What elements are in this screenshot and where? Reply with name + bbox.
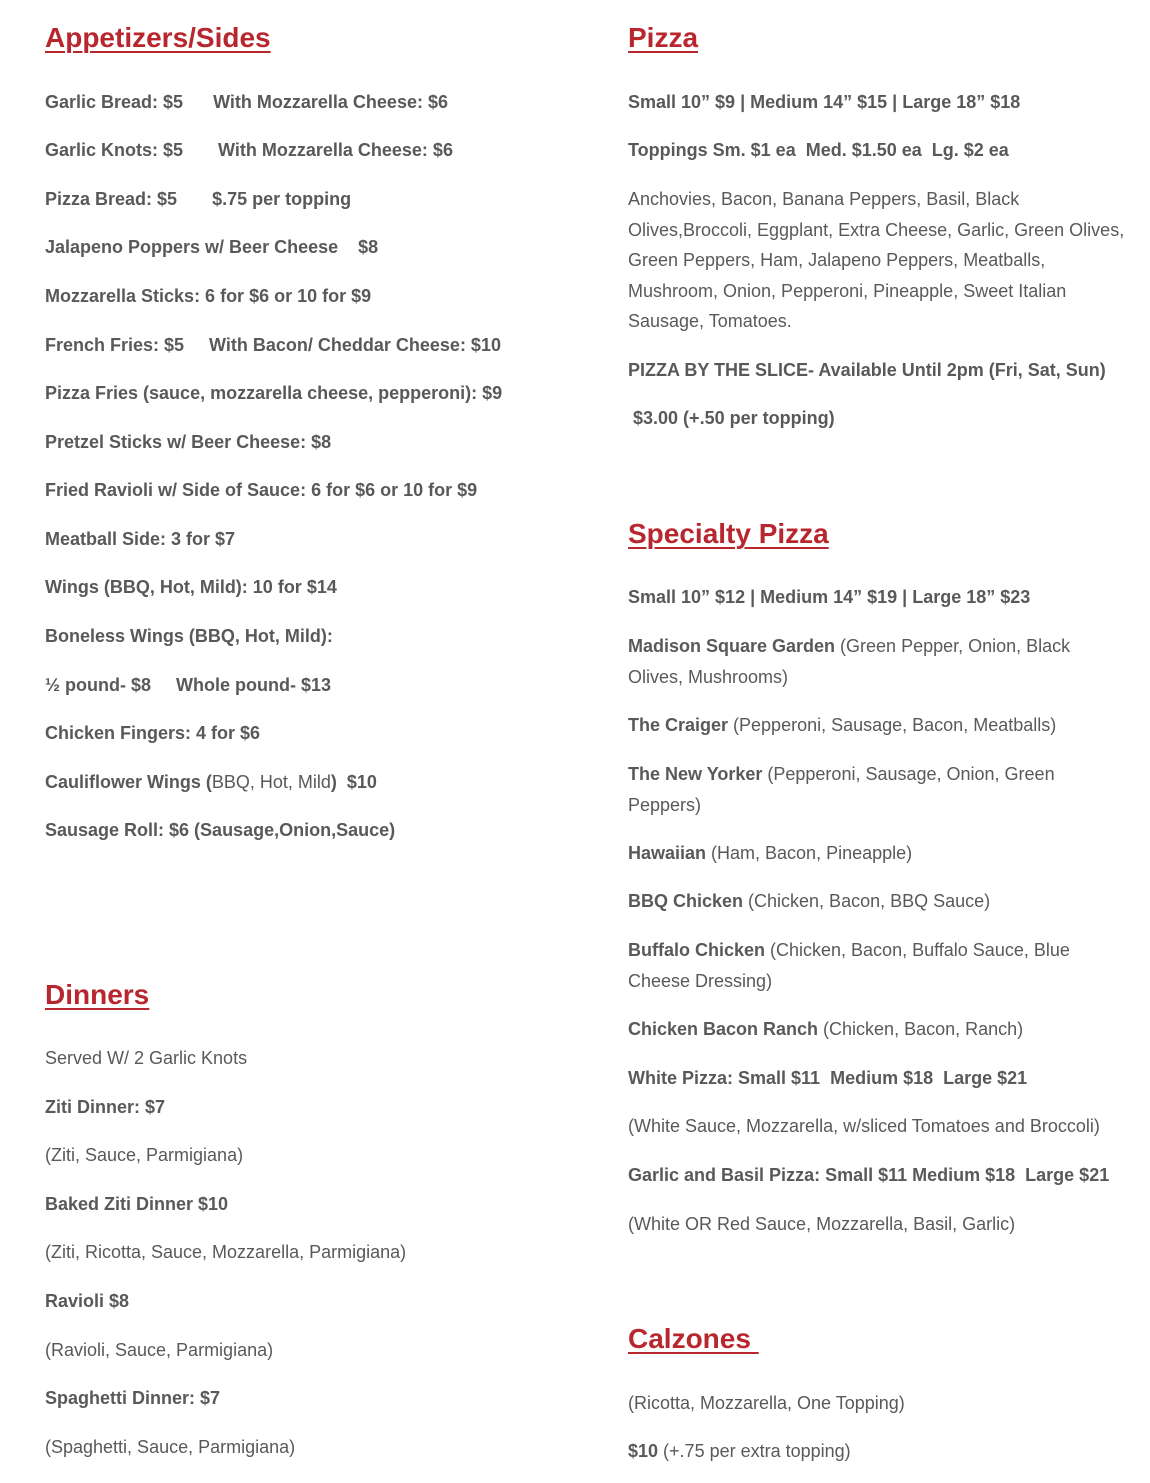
- pizza-slice: PIZZA BY THE SLICE- Available Until 2pm (Fri, Sat, Sun): [628, 360, 1106, 380]
- dinner-item-name: Baked Ziti Dinner $10: [45, 1194, 229, 1214]
- dinner-item-desc: (Spaghetti, Sauce, Parmigiana): [45, 1437, 296, 1457]
- specialty-item: [628, 1014, 1128, 1045]
- dinners-note: Served W/ 2 Garlic Knots: [45, 1048, 248, 1068]
- menu-item: Garlic Bread: $5 With Mozzarella Cheese: $6: [45, 92, 448, 112]
- pizza-sizes: Small 10” $9 | Medium 14” $15 | Large 18” $18: [628, 92, 1021, 112]
- calzone-price: $10: [628, 1441, 659, 1461]
- specialty-item: [628, 759, 1128, 820]
- item-name: Chicken Bacon Ranch: [628, 1019, 819, 1039]
- menu-item: Pizza Bread: $5 $.75 per topping: [45, 189, 352, 209]
- specialty-sizes: Small 10” $12 | Medium 14” $19 | Large 18” $23: [628, 587, 1031, 607]
- item-desc: (Pepperoni, Sausage, Bacon, Meatballs): [728, 715, 1057, 735]
- item-price: ) $10: [330, 772, 377, 792]
- menu-item: Pretzel Sticks w/ Beer Cheese: $8: [45, 432, 332, 452]
- menu-item: Sausage Roll: $6 (Sausage,Onion,Sauce): [45, 820, 396, 840]
- item-desc: (Pepperoni, Sausage, Onion, Green Peppers): [628, 764, 1060, 815]
- menu-item: Wings (BBQ, Hot, Mild): 10 for $14: [45, 577, 337, 597]
- menu-item: Mozzarella Sticks: 6 for $6 or 10 for $9: [45, 286, 372, 306]
- menu-item: Meatball Side: 3 for $7: [45, 529, 236, 549]
- item-name: Cauliflower Wings (: [45, 772, 212, 792]
- menu-item: Fried Ravioli w/ Side of Sauce: 6 for $6 or 10 for $9: [45, 480, 478, 500]
- item-desc: (Chicken, Bacon, BBQ Sauce): [743, 891, 991, 911]
- calzone-desc: (Ricotta, Mozzarella, One Topping): [628, 1393, 905, 1413]
- specialty-item: [628, 631, 1128, 692]
- item-name: Buffalo Chicken: [628, 940, 766, 960]
- pizza-toppings-price: Toppings Sm. $1 ea Med. $1.50 ea Lg. $2 ea: [628, 140, 1009, 160]
- calzone-extra: (+.75 per extra topping): [658, 1441, 851, 1461]
- dinner-item-name: Ziti Dinner: $7: [45, 1097, 166, 1117]
- garlic-basil-pizza-desc: (White OR Red Sauce, Mozzarella, Basil, Garlic): [628, 1214, 1016, 1234]
- specialty-item: [628, 935, 1128, 996]
- item-desc: BBQ, Hot, Mild: [211, 772, 331, 792]
- item-name: The New Yorker: [628, 764, 763, 784]
- specialty-item: [628, 886, 1128, 917]
- menu-item: Jalapeno Poppers w/ Beer Cheese $8: [45, 237, 379, 257]
- menu-item: Boneless Wings (BBQ, Hot, Mild):: [45, 626, 333, 646]
- item-desc: (Ham, Bacon, Pineapple): [706, 843, 913, 863]
- menu-item: French Fries: $5 With Bacon/ Cheddar Cheese: $10: [45, 335, 501, 355]
- appetizers-heading: Appetizers/Sides: [45, 22, 271, 53]
- garlic-basil-pizza-name: Garlic and Basil Pizza: Small $11 Medium $18 Large $21: [628, 1165, 1110, 1185]
- calzones-heading: Calzones: [628, 1323, 759, 1354]
- specialty-item: [628, 710, 1128, 741]
- menu-item: Pizza Fries (sauce, mozzarella cheese, pepperoni): $9: [45, 383, 503, 403]
- menu-item: ½ pound- $8 Whole pound- $13: [45, 675, 332, 695]
- item-desc: (Chicken, Bacon, Buffalo Sauce, Blue Cheese Dressing): [628, 940, 1075, 991]
- dinners-heading: Dinners: [45, 979, 150, 1010]
- white-pizza-name: White Pizza: Small $11 Medium $18 Large $21: [628, 1068, 1028, 1088]
- menu-item: Chicken Fingers: 4 for $6: [45, 723, 261, 743]
- specialty-item: [628, 838, 1128, 869]
- item-desc: (Chicken, Bacon, Ranch): [818, 1019, 1024, 1039]
- dinner-item-name: Ravioli $8: [45, 1291, 130, 1311]
- item-name: The Craiger: [628, 715, 729, 735]
- dinner-item-desc: (Ziti, Ricotta, Sauce, Mozzarella, Parmigiana): [45, 1242, 407, 1262]
- pizza-heading: Pizza: [628, 22, 699, 53]
- calzone-price-line: [628, 1436, 1128, 1467]
- specialty-heading: Specialty Pizza: [628, 518, 829, 549]
- pizza-slice-price: $3.00 (+.50 per topping): [628, 408, 835, 428]
- item-name: BBQ Chicken: [628, 891, 744, 911]
- menu-item: Garlic Knots: $5 With Mozzarella Cheese: $6: [45, 140, 453, 160]
- menu-item-cauliflower-wings: [45, 767, 575, 798]
- item-name: Hawaiian: [628, 843, 707, 863]
- dinner-item-desc: (Ziti, Sauce, Parmigiana): [45, 1145, 244, 1165]
- item-name: Madison Square Garden: [628, 636, 836, 656]
- white-pizza-desc: (White Sauce, Mozzarella, w/sliced Tomatoes and Broccoli): [628, 1116, 1100, 1136]
- dinner-item-name: Spaghetti Dinner: $7: [45, 1388, 221, 1408]
- pizza-toppings-list: Anchovies, Bacon, Banana Peppers, Basil, Black Olives,Broccoli, Eggplant, Extra Cheese, Garlic, Green Olives, Green Peppers, Ham, Jalapeno Peppers, Meatballs, Mushroom, Onion, Pepperoni, Pineapple, Sweet Italian Sausage, Tomatoes.: [628, 189, 1130, 331]
- dinner-item-desc: (Ravioli, Sauce, Parmigiana): [45, 1340, 274, 1360]
- item-desc: (Green Pepper, Onion, Black Olives, Mushrooms): [628, 636, 1076, 687]
